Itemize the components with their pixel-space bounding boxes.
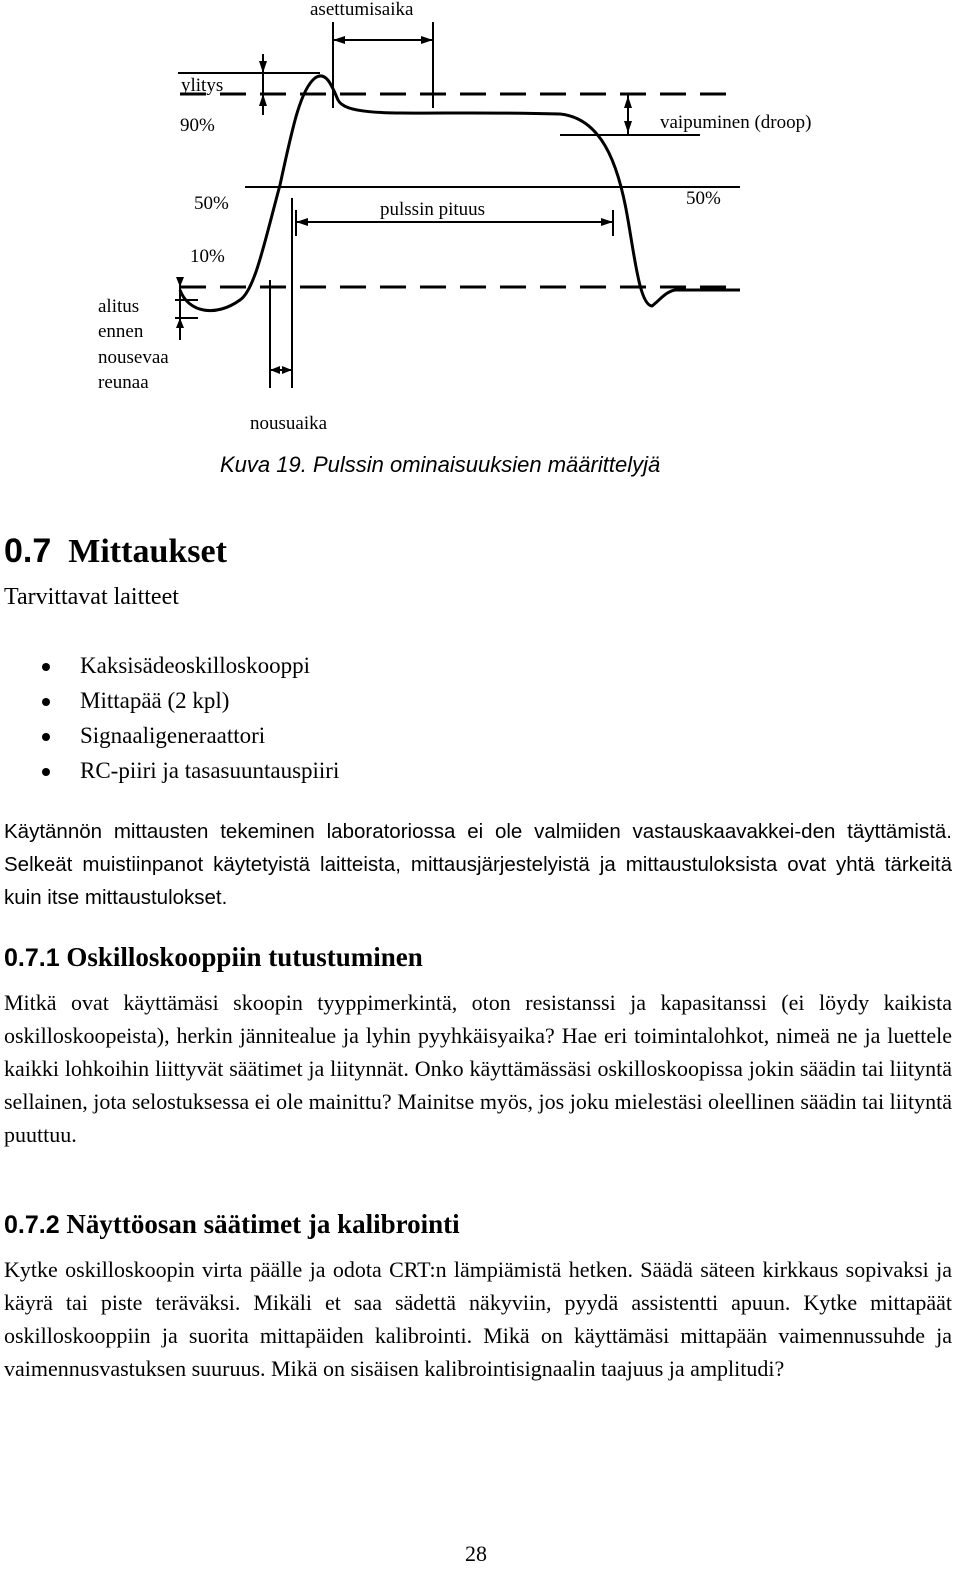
subsection-1-number: 0.7.1 [4, 944, 60, 972]
list-item: Mittapää (2 kpl) [40, 686, 339, 721]
list-item: RC-piiri ja tasasuuntauspiiri [40, 756, 339, 791]
pulse-width-label: pulssin pituus [380, 199, 486, 220]
bullet-icon [42, 698, 50, 706]
intro-paragraph: Käytännön mittausten tekeminen laboratoriossa ei ole valmiiden vastauskaavakkei-den täyttämistä. Selkeät muistiinpanot käytetyistä laitteista, mittausjärjestelyistä ja mittaustuloksista ovat yhtä tärkeitä kuin itse mittaustulokset. [4, 820, 952, 909]
list-item: Signaaligeneraattori [40, 721, 339, 756]
subsection-2-text: Kytke oskilloskoopin virta päälle ja odota CRT:n lämpiämistä hetken. Säädä säteen kirkkaus sopivaksi ja käyrä tai piste teräväksi. Mikäli et saa sädettä näkyviin, pyydä assistentti apuun. Kytke mittapäät oskilloskooppiin ja suorita mittapäiden kalibrointi. Mikä on käyttämäsi mittapään vaimennussuhde ja vaimennusvastuksen suuruus. Mikä on sisäisen kalibrointisignaalin taajuus ja amplitudi? [4, 1257, 952, 1381]
figure-caption: Kuva 19. Pulssin ominaisuuksien määrittelyjä [220, 452, 661, 477]
list-item: Kaksisädeoskilloskooppi [40, 651, 339, 686]
equipment-list [40, 651, 339, 791]
subsection-1-heading [4, 942, 423, 973]
rise-time-label: nousuaika [250, 413, 328, 434]
pulse-diagram [0, 0, 960, 480]
pulse-definition-figure [0, 0, 960, 480]
undershoot-label-line3: nousevaa [98, 347, 169, 368]
bullet-icon [42, 663, 50, 671]
level-10-label: 10% [190, 246, 225, 267]
subsection-2-title: Näyttöosan säätimet ja kalibrointi [66, 1209, 460, 1239]
overshoot-label: ylitys [181, 75, 224, 96]
equipment-subheading: Tarvittavat laitteet [4, 584, 179, 610]
level-90-label: 90% [180, 115, 215, 136]
undershoot-label-line1: alitus [98, 296, 140, 317]
droop-label: vaipuminen (droop) [660, 112, 812, 133]
subsection-2-heading [4, 1209, 460, 1240]
section-title: Mittaukset [68, 533, 227, 570]
section-heading [4, 532, 227, 571]
page-number: 28 [465, 1541, 487, 1566]
subsection-2-number: 0.7.2 [4, 1211, 60, 1239]
undershoot-label-line2: ennen [98, 321, 144, 342]
section-number: 0.7 [4, 532, 52, 570]
bullet-icon [42, 733, 50, 741]
bullet-icon [42, 768, 50, 776]
settling-time-label: asettumisaika [310, 0, 414, 20]
subsection-1-title: Oskilloskooppiin tutustuminen [66, 942, 423, 972]
subsection-1-text: Mitkä ovat käyttämäsi skoopin tyyppimerkintä, oton resistanssi ja kapasitanssi (ei löydy kaikista oskilloskoopeista), herkin jännitealue ja lyhin pyyhkäisyaika? Hae eri toimintalohkot, nimeä ne ja luettele kaikki lohkoihin liittyvät säätimet ja liitynnät. Onko käyttämässäsi oskilloskoopissa jokin säädin tai liityntä sellainen, jota selostuksessa ei ole mainittu? Mainitse myös, jos joku mielestäsi oleellinen säädin tai liityntä puuttuu. [4, 990, 952, 1147]
level-50-left-label: 50% [194, 193, 229, 214]
level-50-right-label: 50% [686, 188, 721, 209]
undershoot-label-line4: reunaa [98, 372, 149, 393]
